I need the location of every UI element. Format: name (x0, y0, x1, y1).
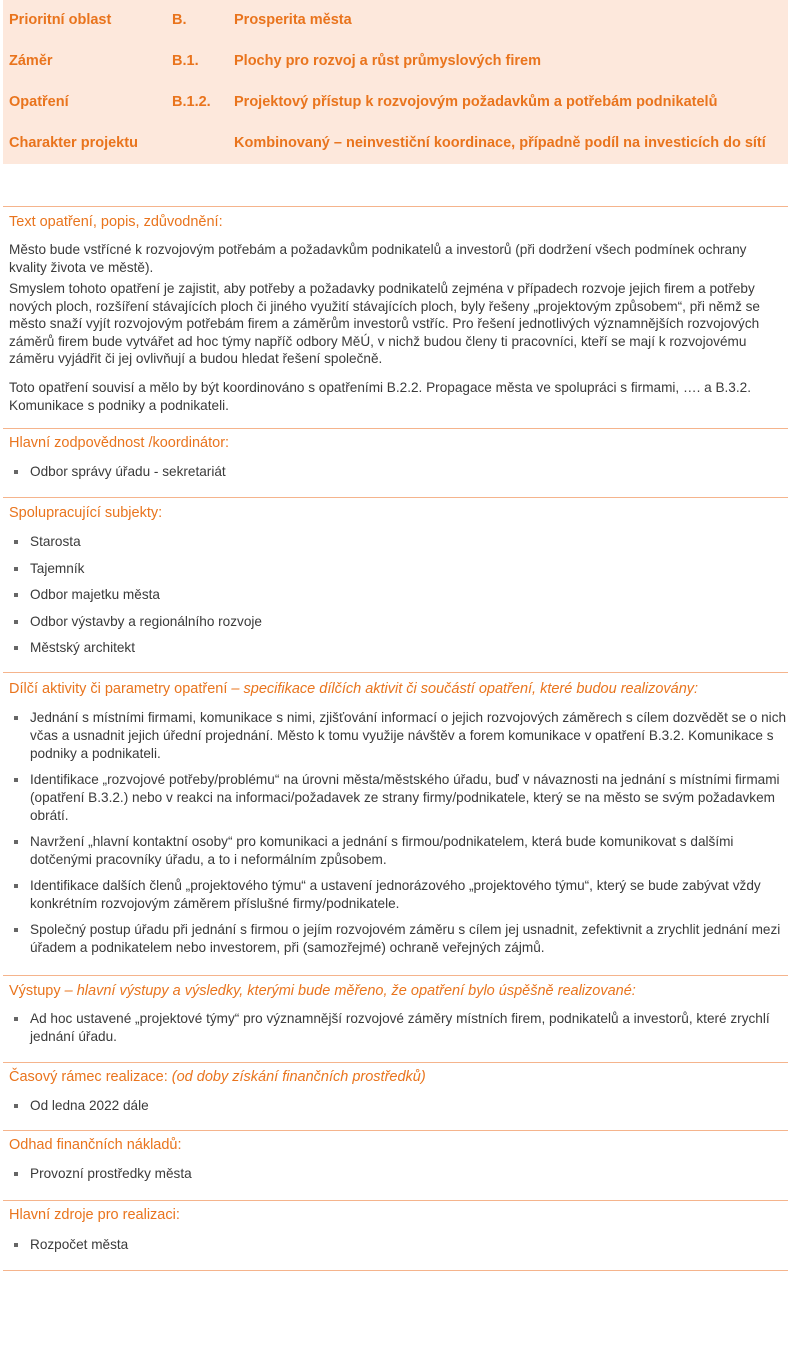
row-value: Prosperita města (234, 12, 352, 28)
description-paragraph: Smyslem tohoto opatření je zajistit, aby potřeby a požadavky podnikatelů zejména v případech rozvoje jejich firem a potřeby nových ploch, rozšíření stávajících ploch či jiného využití stávajících ploch, byly řešeny „projektovým způsobem“, při němž se město snaží vyjít rozvojovým potřebám firem a záměrům investorů vstříc. Pro řešení jednotlivých významnějších rozvojových záměrů firem bude vytvářet ad hoc týmy napříč odbory MěÚ, v nichž budou členy ti pracovníci, kteří se mají k rozvojovému záměru vyjádřit či jej ovlivňují a budou hledat řešení společně. (9, 281, 760, 366)
bullet-icon (14, 1017, 18, 1021)
bullet-icon (14, 840, 18, 844)
bullet-icon (14, 470, 18, 474)
list-item: Jednání s místními firmami, komunikace s nimi, zjišťování informací o jejich rozvojových záměrech s cílem dozvědět se o nich včas a usnadnit jejich úřední projednání. Město k tomu využije návštěv a forem komunikace v opatření B.3.2. Komunikace s podniky a podnikateli. (3, 709, 788, 763)
bullet-icon (14, 646, 18, 650)
list-item: Tajemník (3, 560, 788, 578)
section-description (3, 206, 788, 429)
list-item: Společný postup úřadu při jednání s firmou o jejím rozvojovém záměru s cílem jej usnadnit, zefektivnit a zrychlit jednání mezi úřadem a podnikatelem nebo investorem, při (samozřejmé) ochraně veřejných zájmů. (3, 921, 788, 957)
row-code: B.1. (172, 53, 199, 69)
responsibility-list (3, 463, 788, 481)
row-value: Projektový přístup k rozvojovým požadavkům a potřebám podnikatelů (234, 94, 718, 110)
list-item: Odbor majetku města (3, 586, 788, 604)
bullet-icon (14, 593, 18, 597)
list-item: Navržení „hlavní kontaktní osoby“ pro komunikaci a jednání s firmou/podnikatelem, která bude komunikovat s dalšími dotčenými pracovníky úřadu, a to i neformálním způsobem. (3, 833, 788, 869)
section-timeframe (3, 1062, 788, 1130)
header-row-priority (3, 0, 788, 40)
row-label: Opatření (9, 94, 69, 110)
header-table (3, 0, 788, 164)
bullet-icon (14, 1243, 18, 1247)
section-activities (3, 672, 788, 975)
row-label: Charakter projektu (9, 135, 138, 151)
row-label: Prioritní oblast (9, 12, 112, 28)
list-item: Městský architekt (3, 639, 788, 657)
description-paragraph: Město bude vstřícné k rozvojovým potřebám a požadavkům podnikatelů a investorů (při dodržení všech podmínek ochrany kvality života ve městě). (9, 242, 747, 275)
header-row-character (3, 123, 788, 163)
list-item: Rozpočet města (3, 1236, 788, 1254)
costs-list (3, 1165, 788, 1183)
list-item: Starosta (3, 533, 788, 551)
section-title: Hlavní zodpovědnost /koordinátor: (9, 435, 230, 451)
list-item: Od ledna 2022 dále (3, 1097, 788, 1115)
bullet-icon (14, 1104, 18, 1108)
section-subtitle: – specifikace dílčích aktivit či součástí opatření, které budou realizovány: (231, 681, 699, 697)
list-item: Provozní prostředky města (3, 1165, 788, 1183)
section-title: Hlavní zdroje pro realizaci: (9, 1207, 180, 1223)
bullet-icon (14, 716, 18, 720)
section-responsibility (3, 428, 788, 497)
list-item: Odbor výstavby a regionálního rozvoje (3, 613, 788, 631)
bullet-icon (14, 1172, 18, 1176)
section-costs (3, 1130, 788, 1200)
bullet-icon (14, 884, 18, 888)
sources-list (3, 1236, 788, 1254)
activities-list (3, 709, 788, 957)
section-title: Odhad finančních nákladů: (9, 1137, 182, 1153)
header-row-intent (3, 41, 788, 81)
bullet-icon (14, 540, 18, 544)
bullet-icon (14, 778, 18, 782)
section-sources (3, 1200, 788, 1271)
outputs-list (3, 1010, 788, 1046)
row-value: Kombinovaný – neinvestiční koordinace, případně podíl na investicích do sítí (234, 135, 766, 151)
list-item: Odbor správy úřadu - sekretariát (3, 463, 788, 481)
section-subtitle: – hlavní výstupy a výsledky, kterými bude měřeno, že opatření bylo úspěšně realizované: (64, 983, 636, 999)
bullet-icon (14, 620, 18, 624)
section-title: Text opatření, popis, zdůvodnění: (9, 214, 223, 230)
section-outputs (3, 975, 788, 1062)
partners-list (3, 533, 788, 657)
timeframe-list (3, 1097, 788, 1115)
bullet-icon (14, 567, 18, 571)
row-label: Záměr (9, 53, 53, 69)
list-item: Identifikace dalších členů „projektového týmu“ a ustavení jednorázového „projektového týmu“, který se bude zabývat vždy konkrétním rozvojovým záměrem příslušné firmy/podnikatele. (3, 877, 788, 913)
row-code: B. (172, 12, 187, 28)
header-row-measure (3, 82, 788, 122)
list-item: Ad hoc ustavené „projektové týmy“ pro významnější rozvojové záměry místních firem, podnikatelů a investorů, které zrychlí jednání úřadu. (3, 1010, 788, 1046)
section-title: Spolupracující subjekty: (9, 505, 163, 521)
section-title: Výstupy – hlavní výstupy a výsledky, kterými bude měřeno, že opatření bylo úspěšně realizované: (9, 983, 636, 999)
description-paragraph: Toto opatření souvisí a mělo by být koordinováno s opatřeními B.2.2. Propagace města ve spolupráci s firmami, …. a B.3.2. Komunikace s podniky a podnikateli. (9, 380, 751, 413)
bottom-divider (3, 1270, 788, 1271)
section-title: Časový rámec realizace: (od doby získání finančních prostředků) (9, 1069, 426, 1085)
section-partners (3, 497, 788, 672)
row-code: B.1.2. (172, 94, 211, 110)
bullet-icon (14, 928, 18, 932)
list-item: Identifikace „rozvojové potřeby/problému“ na úrovni města/městského úřadu, buď v návaznosti na jednání s místními firmami (opatření B.3.2.) nebo v reakci na informaci/požadavek ze strany firmy/podnikatele, který se na město se svým požadavkem obrátí. (3, 771, 788, 825)
section-subtitle: (od doby získání finančních prostředků) (171, 1069, 426, 1085)
section-title: Dílčí aktivity či parametry opatření – specifikace dílčích aktivit či součástí opatření, které budou realizovány: (9, 681, 699, 697)
row-value: Plochy pro rozvoj a růst průmyslových firem (234, 53, 541, 69)
